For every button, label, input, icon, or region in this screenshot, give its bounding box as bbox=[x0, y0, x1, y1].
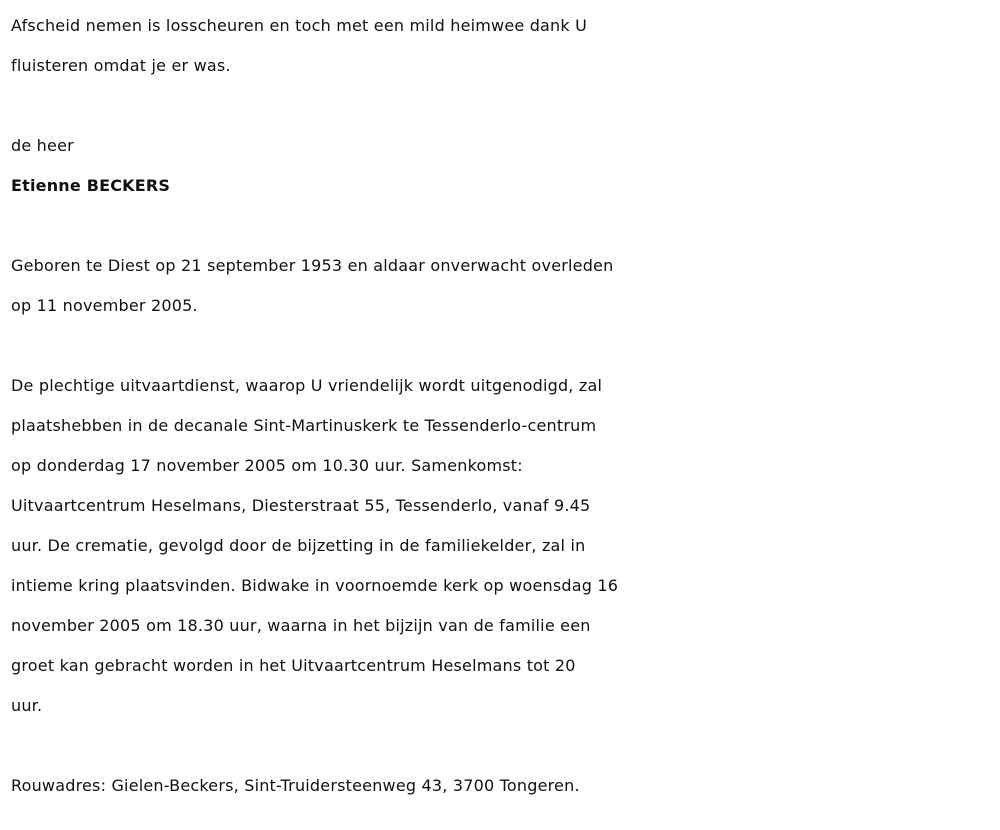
deceased-name: Etienne BECKERS bbox=[11, 176, 171, 195]
text-line: op donderdag 17 november 2005 om 10.30 uur. Samenkomst: bbox=[11, 456, 523, 475]
text-line: Uitvaartcentrum Heselmans, Diesterstraat 55, Tessenderlo, vanaf 9.45 bbox=[11, 496, 591, 515]
text-line: uur. De crematie, gevolgd door de bijzetting in de familiekelder, zal in bbox=[11, 536, 586, 555]
paragraph-gap bbox=[11, 206, 996, 246]
salutation: de heer bbox=[11, 136, 74, 155]
mourning-address: Rouwadres: Gielen-Beckers, Sint-Truidersteenweg 43, 3700 Tongeren. bbox=[11, 776, 580, 795]
text-line: groet kan gebracht worden in het Uitvaartcentrum Heselmans tot 20 bbox=[11, 656, 576, 675]
text-line: november 2005 om 18.30 uur, waarna in het bijzijn van de familie een bbox=[11, 616, 591, 635]
paragraph-gap bbox=[11, 326, 996, 366]
funeral-service-paragraph bbox=[11, 366, 996, 726]
paragraph-gap bbox=[11, 86, 996, 126]
text-line: Afscheid nemen is losscheuren en toch met een mild heimwee dank U bbox=[11, 16, 588, 35]
text-line: intieme kring plaatsvinden. Bidwake in voornoemde kerk op woensdag 16 bbox=[11, 576, 619, 595]
text-line: plaatshebben in de decanale Sint-Martinuskerk te Tessenderlo-centrum bbox=[11, 416, 597, 435]
text-line: fluisteren omdat je er was. bbox=[11, 56, 231, 75]
obituary-notice bbox=[11, 6, 996, 806]
text-line: De plechtige uitvaartdienst, waarop U vriendelijk wordt uitgenodigd, zal bbox=[11, 376, 603, 395]
birth-death-paragraph bbox=[11, 246, 996, 326]
text-line: uur. bbox=[11, 696, 43, 715]
text-line: Geboren te Diest op 21 september 1953 en aldaar onverwacht overleden bbox=[11, 256, 614, 275]
paragraph-gap bbox=[11, 726, 996, 766]
motto-paragraph bbox=[11, 6, 996, 86]
text-line: op 11 november 2005. bbox=[11, 296, 198, 315]
